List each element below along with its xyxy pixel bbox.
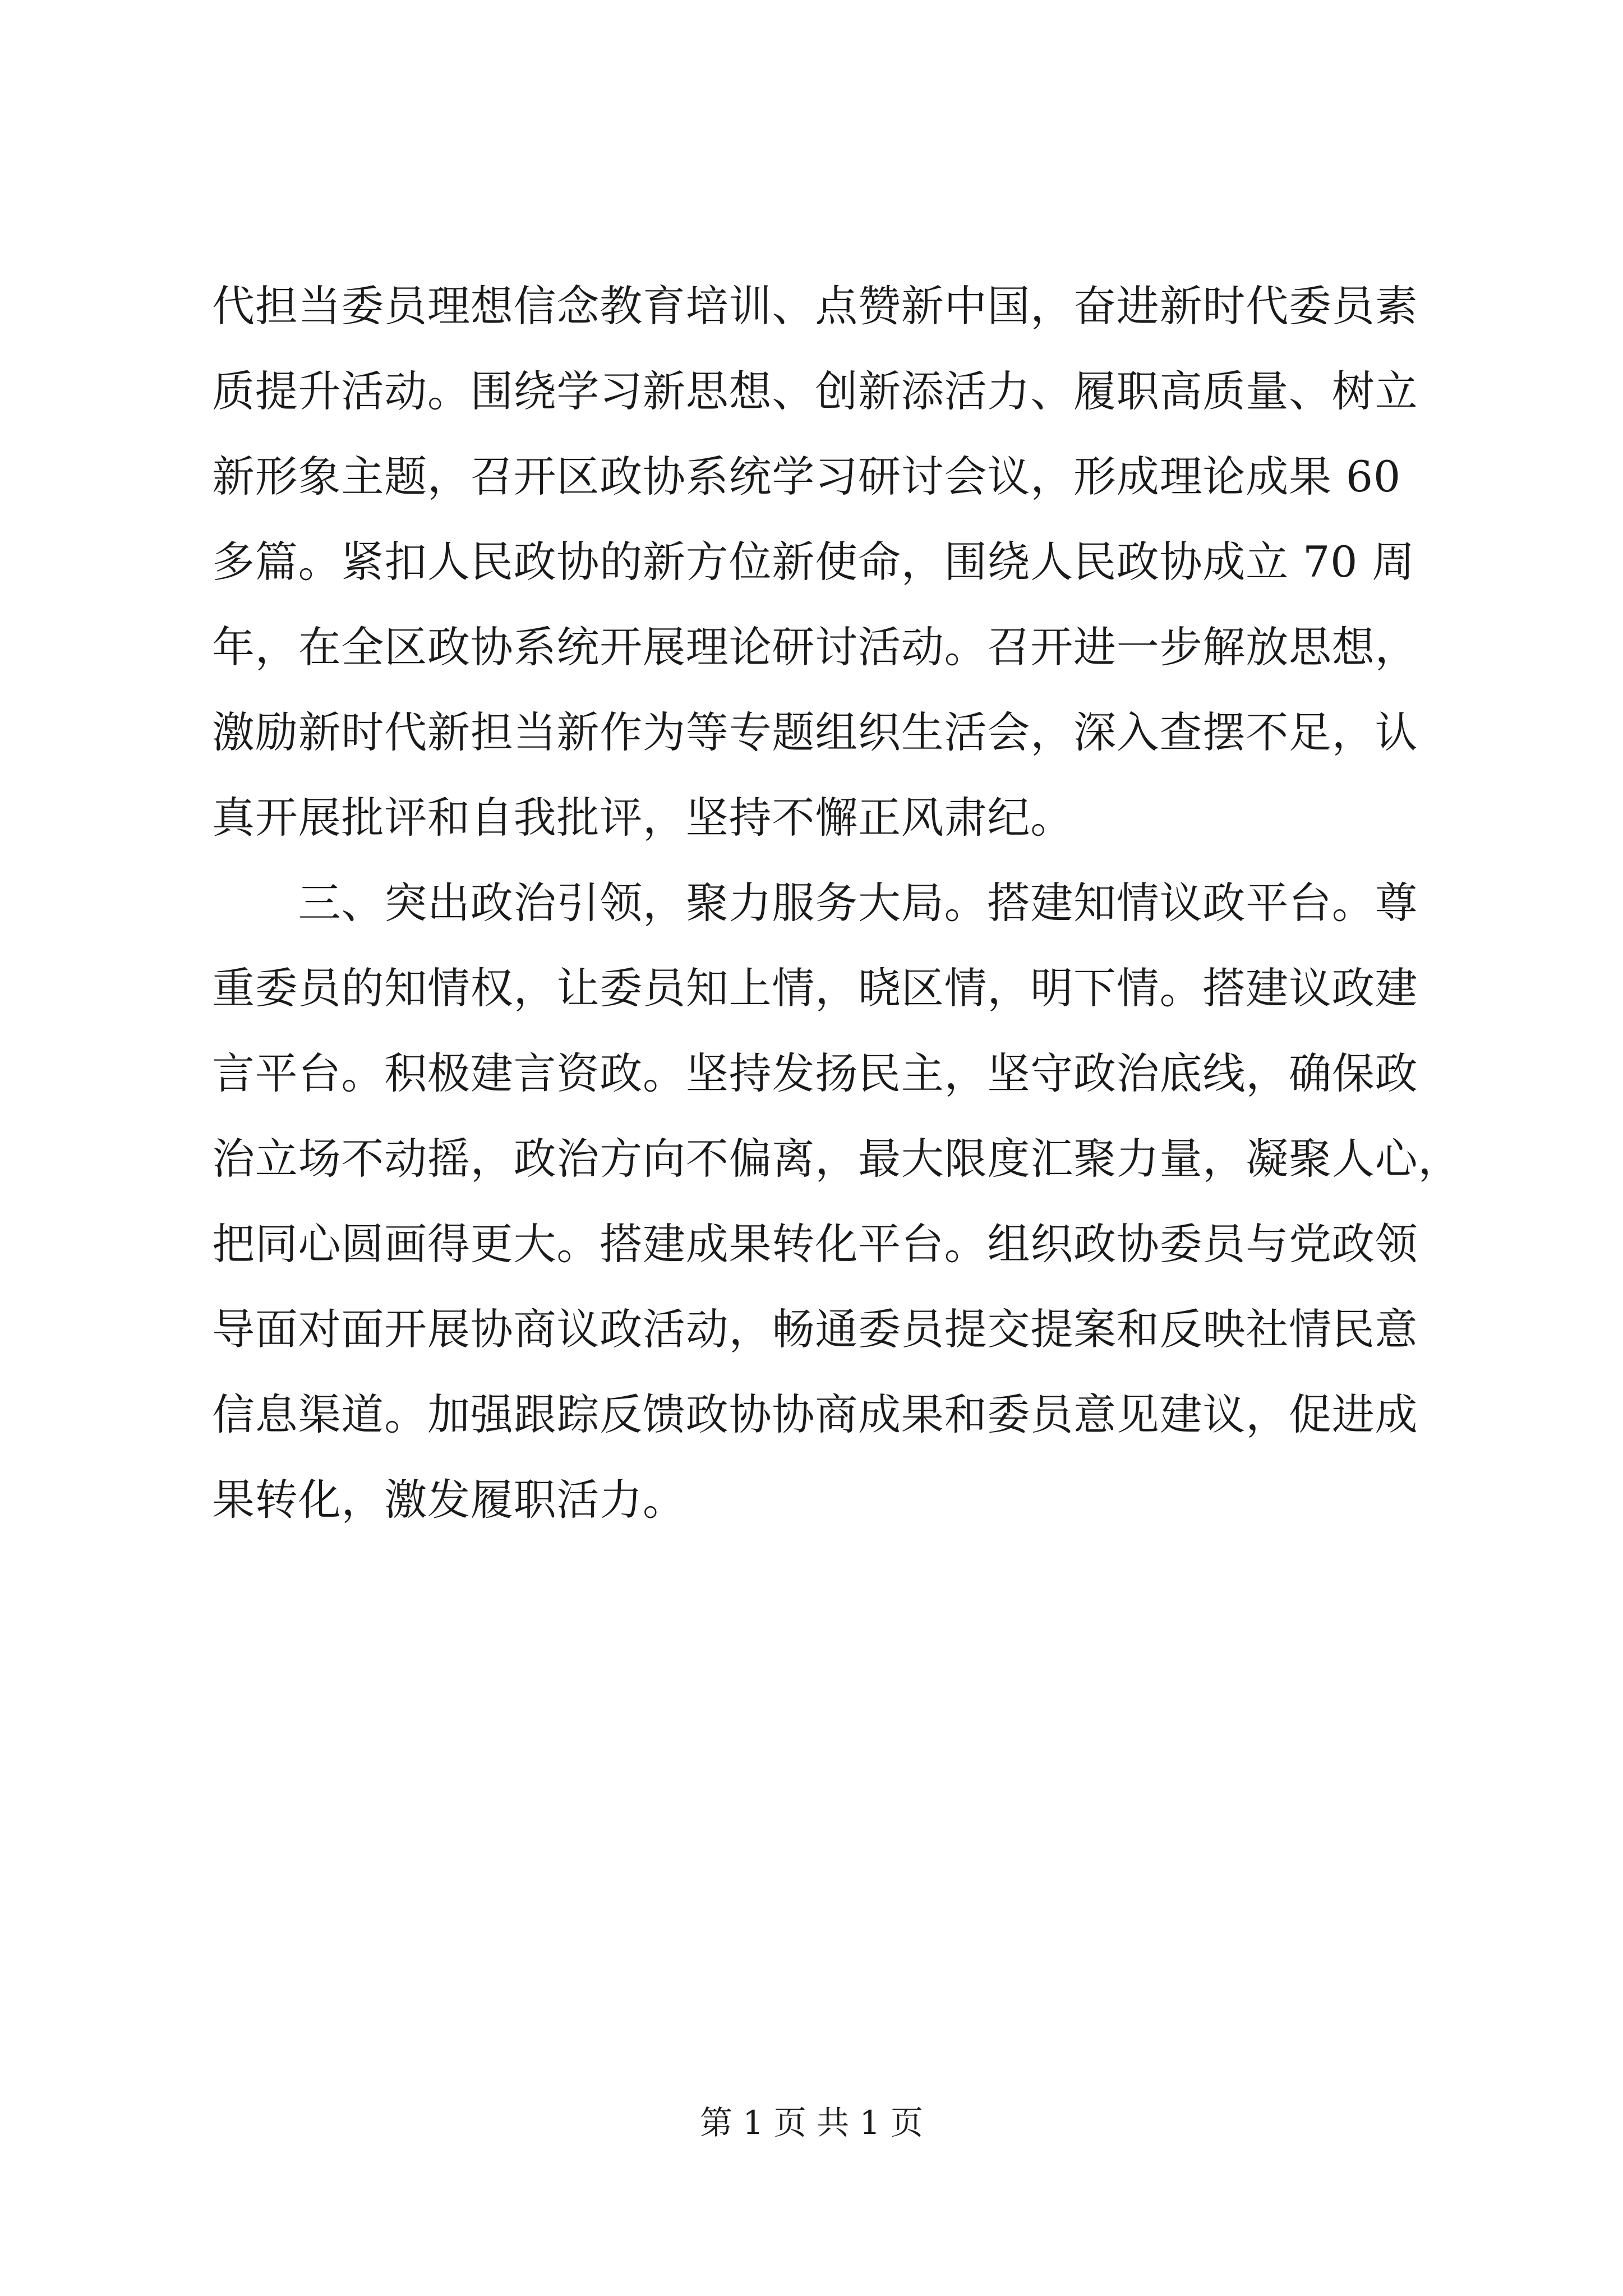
text-line: 重委员的知情权，让委员知上情，晓区情，明下情。搭建议政建: [212, 963, 1418, 1013]
page-number-label: 第 1 页 共 1 页: [700, 2104, 923, 2142]
text-line: 导面对面开展协商议政活动，畅通委员提交提案和反映社情民意: [212, 1304, 1418, 1354]
text-line: 年，在全区政协系统开展理论研讨活动。召开进一步解放思想，: [212, 622, 1418, 672]
text-line: 把同心圆画得更大。搭建成果转化平台。组织政协委员与党政领: [212, 1219, 1418, 1269]
document-body: [212, 264, 1461, 1543]
text-line: 激励新时代新担当新作为等专题组织生活会，深入查摆不足，认: [212, 707, 1418, 757]
text-line: 多篇。紧扣人民政协的新方位新使命，围绕人民政协成立 70 周: [212, 537, 1415, 587]
text-line: 真开展批评和自我批评，坚持不懈正风肃纪。: [212, 793, 1073, 843]
text-line: 新形象主题，召开区政协系统学习研讨会议，形成理论成果 60: [212, 452, 1401, 501]
text-line: 质提升活动。围绕学习新思想、创新添活力、履职高质量、树立: [212, 366, 1418, 416]
text-line: 代担当委员理想信念教育培训、点赞新中国，奋进新时代委员素: [212, 281, 1418, 331]
text-line: 言平台。积极建言资政。坚持发扬民主，坚守政治底线，确保政: [212, 1048, 1418, 1098]
text-line: 三、突出政治引领，聚力服务大局。搭建知情议政平台。尊: [212, 878, 1418, 928]
text-line: 果转化，激发履职活力。: [212, 1475, 686, 1525]
text-line: 信息渠道。加强跟踪反馈政协协商成果和委员意见建议，促进成: [212, 1389, 1418, 1439]
page-footer: [0, 2100, 1623, 2145]
text-line: 治立场不动摇，政治方向不偏离，最大限度汇聚力量，凝聚人心，: [212, 1134, 1461, 1184]
